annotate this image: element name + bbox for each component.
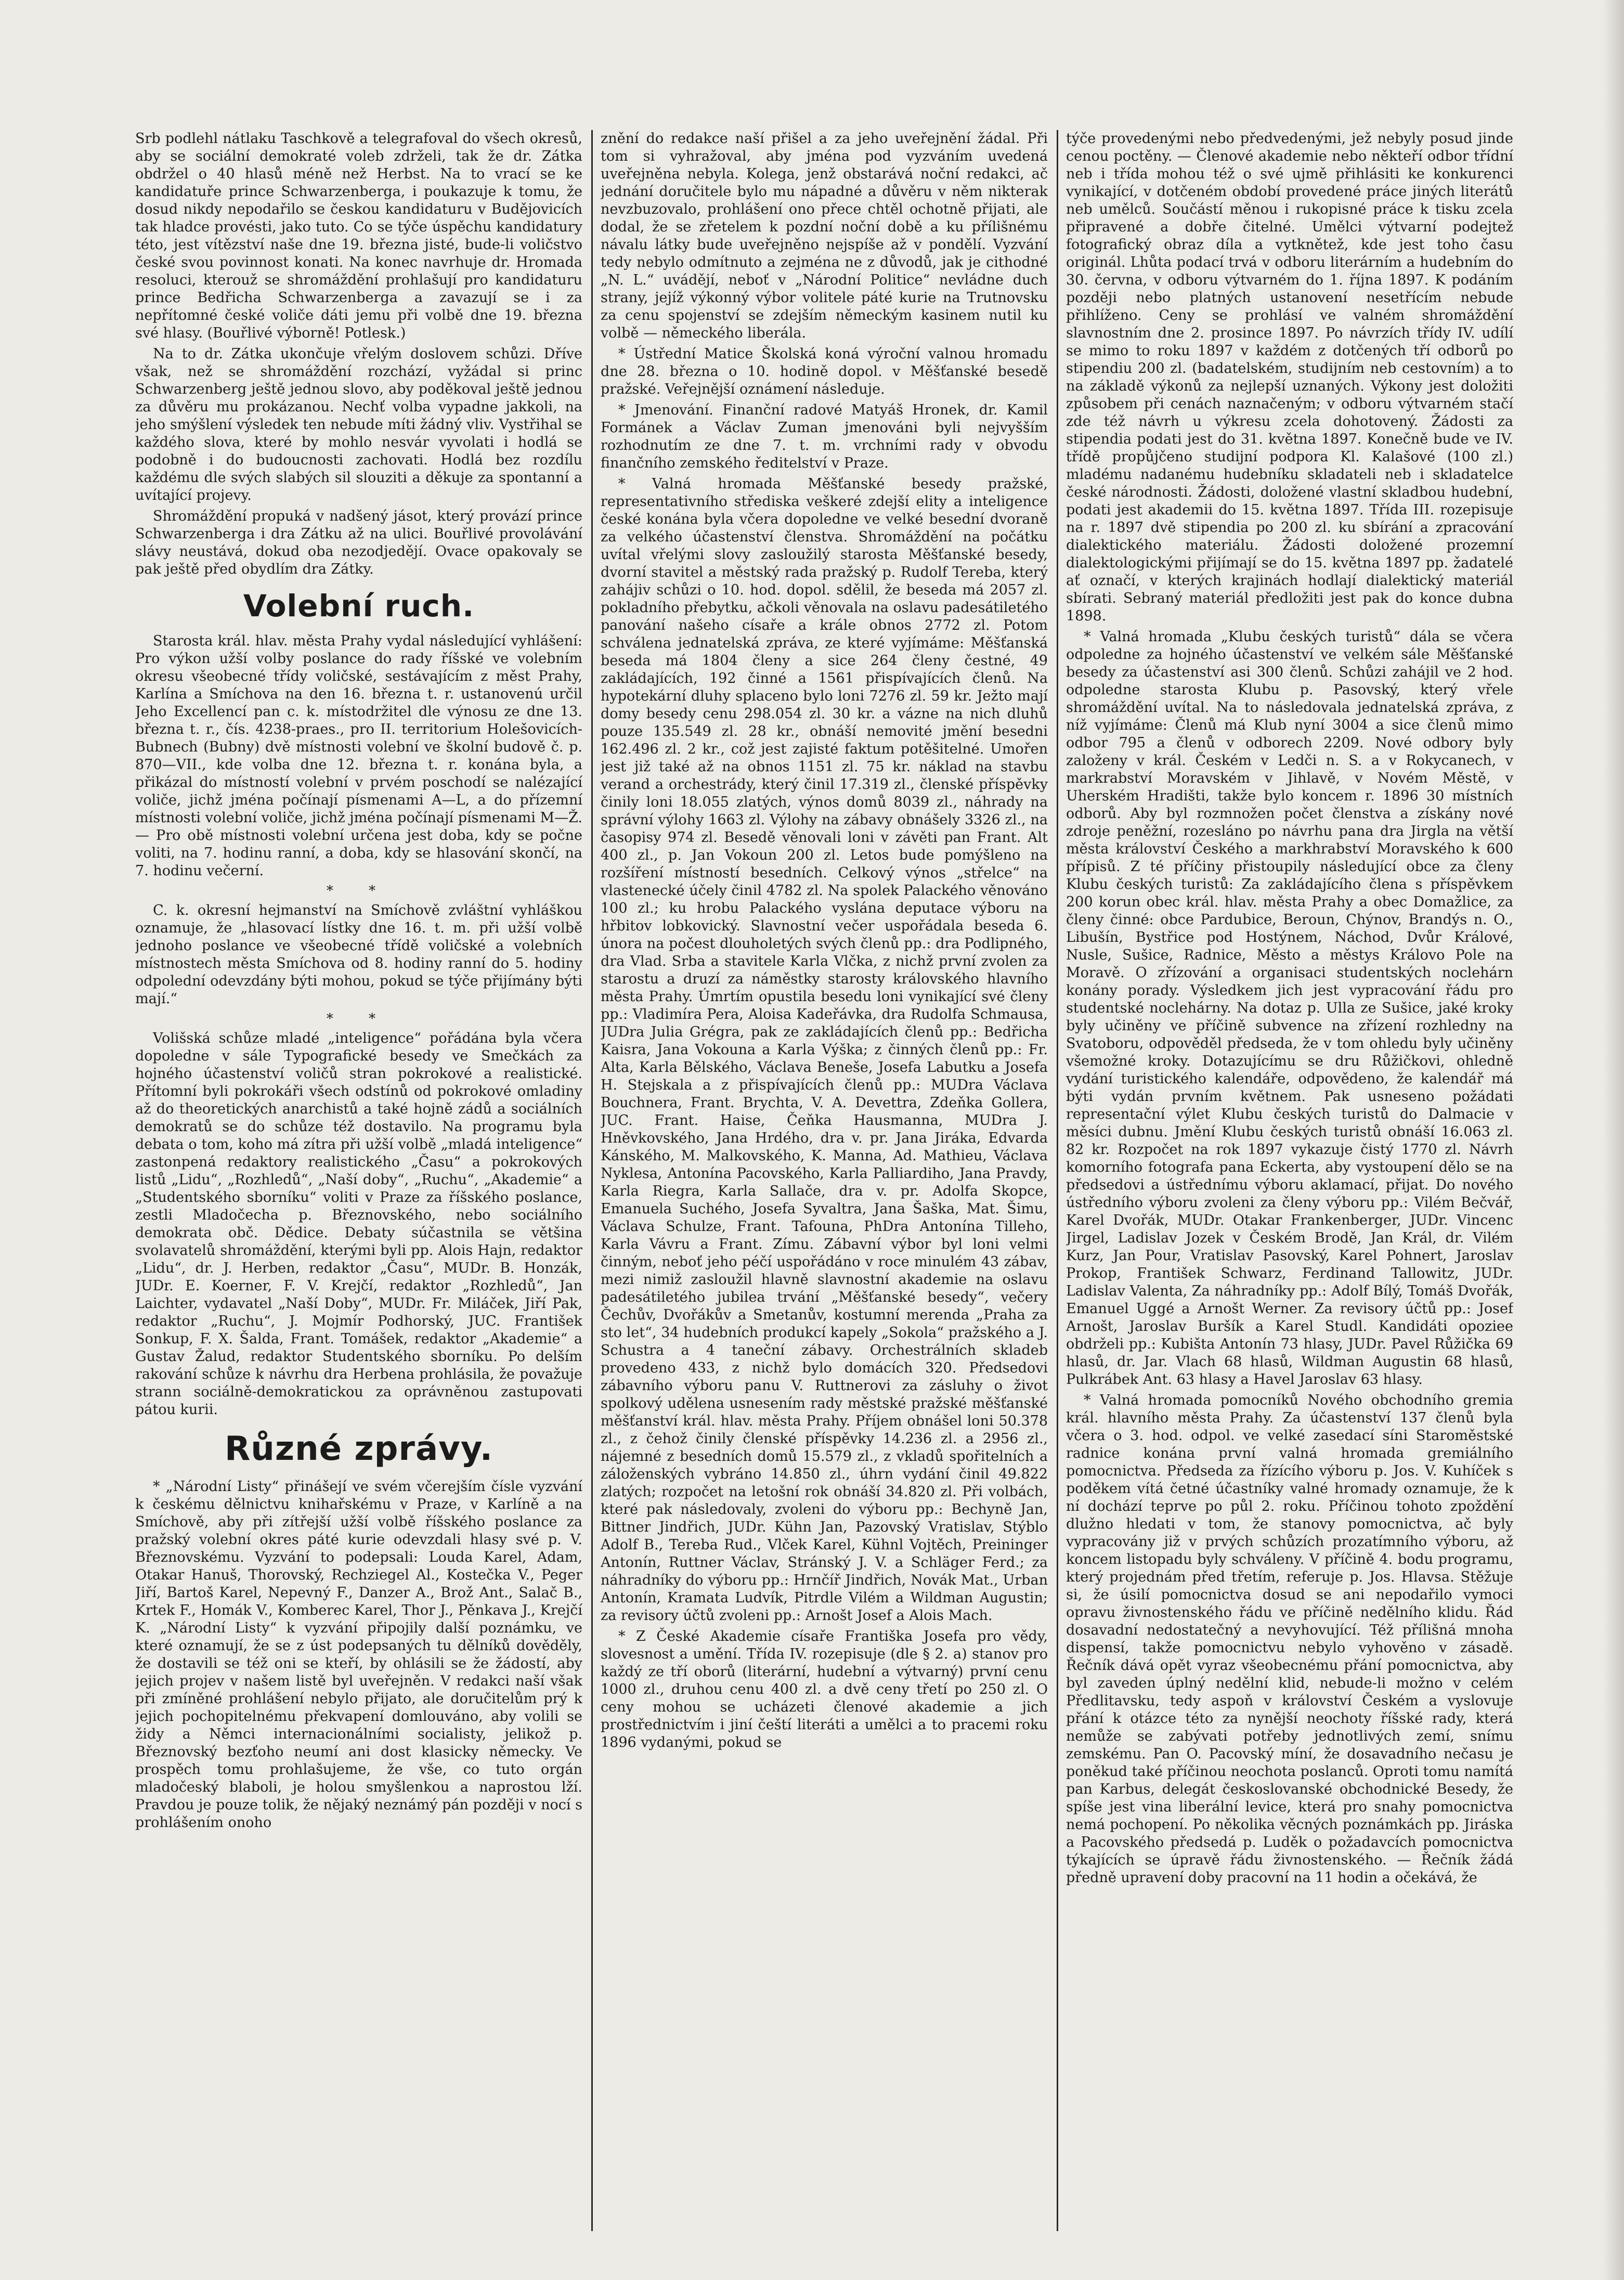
article-paragraph: * Z České Akademie císaře Františka Josefa pro vědy, slovesnost a umění. Třída IV. rozepisuje (dle § 2. a) stanov pro každý ze tří oborů (literární, hudební a výtvarný) první cenu 1000 zl., druhou cenu 400 zl. a dvě ceny třetí po 250 zl. O ceny mohou se ucházeti členové akademie a jich prostřednictvím i jiní čeští literáti a umělci a to pracemi roku 1896 vydanými, pokud se <box>601 1628 1048 1751</box>
section-heading-volebni-ruch: Volební ruch. <box>243 588 475 624</box>
separator-stars: * * <box>326 1011 392 1027</box>
separator-stars: * * <box>326 883 392 899</box>
section-heading-ruzne-zpravy: Různé zprávy. <box>224 1430 493 1468</box>
column-3 <box>1066 130 1513 2231</box>
article-paragraph: * Valná hromada „Klubu českých turistů“ dála se včera odpoledne za hojného účastenství ve velkém sále Měšťanské besedy za účastenství asi 300 členů. Schůzi zahájil ve 2 hod. odpoledne starosta Klubu p. Pasovský, který vřele shromáždění uvítal. Na to následovala jednatelská zpráva, z níž vyjímáme: Členů má Klub nyní 3004 a sice členů mimo odbor 795 a členů v odborech 2209. Nové odbory byly založeny v král. Českém v Ledči n. S. a v Rokycanech, v markrabství Moravském v Jihlavě, v Novém Městě, v Uherském Hradišti, takže bylo koncem r. 1896 30 místních odborů. Aby byl rozmnožen počet členstva a získány nové zdroje peněžní, rozesláno po návrhu pana dra Jirgla na větší města království Českého a markhrabství Moravského k 600 přípisů. Z té příčiny přistoupily následující obce za členy Klubu českých turistů: Za zakládajícího člena s příspěvkem 200 korun obec král. hlav. města Prahy a obec Domažlice, za členy činné: obce Pardubice, Beroun, Chýnov, Brandýs n. O., Libušín, Bystřice pod Hostýnem, Náchod, Dvůr Králové, Nusle, Sušice, Radnice, Město a městys Královo Pole na Moravě. O zřízování a organisaci studentských noclehárn konány porady. Výsledkem jich jest vypracování řádu pro studentské noclehárny. Na dotaz p. Ulla ze Sušice, jaké kroky byly učiněny ve příčině subvence na zřízení rozhledny na Svatoboru, odpověděl předseda, že v tom ohledu byly učiněny všemožné kroky. Dotazujícímu se dru Růžičkovi, ohledně vydání turistického kalendáře, odpovědeno, že kalendář má býti vydán prvním květnem. Pak usneseno požádati representační výlet Klubu českých turistů do Dalmacie v měsíci dubnu. Jmění Klubu českých turistů obnáší 16.063 zl. 82 kr. Rozpočet na rok 1897 vykazuje čistý 1770 zl. Návrh komorního fotografa pana Eckerta, aby vystoupení dělo se na předsedovi a ústřednímu výboru aklamací, přijat. Do nového ústředního výboru zvoleni za členy výboru pp.: Vilém Bečvář, Karel Dvořák, MUDr. Otakar Frankenberger, JUDr. Vincenc Jirgel, Ladislav Jozek v Českém Brodě, Jan Král, dr. Vilém Kurz, Jan Pour, Vratislav Pasovský, Karel Pohnert, Jaroslav Prokop, František Schwarz, Ferdinand Tallowitz, JUDr. Ladislav Valenta, Za náhradníky pp.: Adolf Bílý, Tomáš Dvořák, Emanuel Uggé a Arnošt Werner. Za revisory účtů pp.: Josef Arnošt, Jaroslav Buršík a Karel Studl. Kandidáti opoziee obdrželi pp.: Kubišta Antonín 73 hlasy, JUDr. Pavel Růžička 69 hlasů, dr. Jar. Vlach 68 hlasů, Wildman Augustin 68 hlasů, Pulkrábek Ant. 63 hlasy a Havel Jaroslav 63 hlasy. <box>1066 629 1513 1388</box>
article-paragraph: Volišská schůze mladé „inteligence“ pořádána byla včera dopoledne v sále Typografické besedy ve Smečkách za hojného účastenství voličů stran pokrokové a realistické. Přítomní byli pokrokáři všech odstínů od pokrokové omladiny až do theoretických anarchistů a také hojně zádů a sociálních demokratů se do schůze též dostavilo. Na programu byla debata o tom, koho má zítra při užší volbě „mladá inteligence“ zastonpená redaktory realistického „Času“ a pokrokových listů „Lidu“, „Rozhledů“, „Naší doby“, „Ruchu“, „Akademie“ a „Studentského sborníku“ voliti v Praze za říšského poslance, zestli Mladočecha p. Březnovského, nebo sociálního demokrata obč. Dědice. Debaty súčastnila se většina svolavatelů shromáždění, kterými byli pp. Alois Hajn, redaktor „Lidu“, dr. J. Herben, redaktor „Času“, MUDr. B. Honzák, JUDr. E. Koerner, F. V. Krejčí, redaktor „Rozhledů“, Jan Laichter, vydavatel „Naší Doby“, MUDr. Fr. Miláček, Jiří Pak, redaktor „Ruchu“, J. Mojmír Podhorský, JUC. František Sonkup, F. X. Šalda, Frant. Tomášek, redaktor „Akademie“ a Gustav Žalud, redaktor Studentského sborníku. Po delším rakování schůze k návrhu dra Herbena prohlásila, že považuje strann sociálně-demokratickou za oprávněnou zastupovati pátou kurii. <box>135 1030 582 1418</box>
article-paragraph: C. k. okresní hejmanství na Smíchově zvláštní vyhláškou oznamuje, že „hlasovací lístky dne 16. t. m. při užší volbě jednoho poslance ve všeobecné třídě voličské a volebních místnostech města Smíchova od 8. hodiny ranní do 5. hodiny odpolední odevzdány býti mohou, pokud se týče přijímány býti mají.“ <box>135 902 582 1007</box>
article-paragraph: * „Národní Listy“ přinášejí ve svém včerejším čísle vyzvání k českému dělnictvu knihařskému v Praze, v Karlíně a na Smíchově, aby při zítřejší užší volbě říšského poslance za pražský volební okres páté kurie odevzdali hlasy své p. V. Březnovskému. Vyzvání to podepsali: Louda Karel, Adam, Otakar Hanuš, Thorovský, Rechziegel Al., Kostečka V., Peger Jiří, Bartoš Karel, Nepevný F., Danzer A., Brož Ant., Salač B., Krtek F., Homák V., Komberec Karel, Thor J., Pěnkava J., Krejčí K. „Národní Listy“ k vyzvání připojily další poznámku, ve které oznamují, že se z úst podepsaných tu dělníků dověděly, že dostavili se též oni se kteří, by ohlásili se že žádostí, aby jejich projev v našem listě byl uveřejněn. V redakci naší však při zmíněné prohlášení nebylo přijato, ale doručitelům prý k jejich pochopitelnému překvapení domlouváno, aby volili se židy a Němci internacionálními socialisty, jelikož p. Březnovský bezťoho neumí ani dost klasicky německy. Ve prospěch tomu prohlašujeme, že vše, co tuto orgán mladočeský blaboli, je holou smyšlenkou a naprostou lží. Pravdou je pouze tolik, že nějaký neznámý pán později v nocí s prohlášením onoho <box>135 1479 582 1831</box>
article-paragraph: * Jmenování. Finanční radové Matyáš Hronek, dr. Kamil Formánek a Václav Zuman jmenováni byli nejvyšším rozhodnutím ze dne 7. t. m. vrchními rady v obvodu finančního zemského ředitelství v Praze. <box>601 402 1048 471</box>
column-rule <box>591 130 593 2231</box>
column-2 <box>601 130 1048 2231</box>
article-paragraph: znění do redakce naší přišel a za jeho uveřejnění žádal. Při tom si vyhražoval, aby jména pod vyzváním uvedená uveřejněna nebyla. Kolega, jenž obstarává noční redakci, ač jednání doručitele bylo mu nápadné a důvěru v něm nikterak nevzbuzovalo, prohlášení ono přece chtěl ochotně přijati, ale dodal, že se zřetelem k pozdní noční době a ku přílišnému návalu látky bude uveřejněno nejspíše až v pondělí. Vyzvání tedy nebylo odmítnuto a zejména ne z důvodů, jak je cithodné „N. L.“ uvádějí, neboť v „Národní Politice“ nevládne duch strany, jejíž výkonný výbor volitele páté kurie na Trutnovsku za cenu spojenství se zdejším německým kasinem nutil ku volbě — německého liberála. <box>601 131 1048 341</box>
article-paragraph: Shromáždění propuká v nadšený jásot, který provází prince Schwarzenberga i dra Zátku až na ulici. Bouřlivé provolávání slávy neustává, dokud oba nezodjedějí. Ovace opakovaly se pak ještě před obydlím dra Zátky. <box>135 508 582 577</box>
column-rule <box>1057 130 1058 2231</box>
article-paragraph: * Ústřední Matice Školská koná výroční valnou hromadu dne 28. března o 10. hodině dopol. v Měšťanské besedě pražské. Veřejnější oznámení následuje. <box>601 346 1048 397</box>
page-edge-shadow <box>1603 0 1624 2280</box>
article-paragraph: týče provedenými nebo předvedenými, jež nebyly posud jinde cenou poctěny. — Členové akademie nebo někteří odbor třídní neb i třída mohou též o své ujmě přihlásiti ke konkurenci vynikající, v dotčeném období provedené práce jiných literátů neb umělců. Součástí měnou i rukopisné práce k tisku zcela připravené a dobře čitelné. Umělci výtvarní podejtež fotografický obraz díla a vytknětež, kde jest toho času originál. Lhůta podací trvá v odboru literárním a hudebním do 30. června, v odboru výtvarném do 1. října 1897. K podáním později nebo platných ustanovení nesetřícím nebude přihlíženo. Ceny se prohlásí ve valném shromáždění slavnostním dne 2. prosince 1897. Po návrzích třídy IV. udílí se mimo to roku 1897 v každém z dotčených tří odborů po stipendiu 200 zl. (badatelském, studijním neb cestovním) a to na základě výkonů za nejlepší uznaných. Výkony jest doložiti způsobem při cenách naznačeným; v odboru výtvarném stačí zde též návrh u výkresu zcela dohotovený. Žádosti za stipendia podati jest do 31. května 1897. Konečně bude ve IV. třídě propůjčeno studijní podpora Kl. Kalašové (100 zl.) mladému nadanému hudebníku skladateli neb i skladatelce české národnosti. Žádosti, doložené vlastní skladbou hudební, podati jest akademii do 15. května 1897. Třída III. rozepisuje na r. 1897 dvě stipendia po 200 zl. ku sbírání a zpracování dialektického materiálu. Žádosti doložené prozemní dialektologickými přijímají se do 15. května 1897 pp. žadatelé ať označí, v kterých krajinách hodlají dialektický materiál sbírati. Sebraný materiál předložiti jest pak do konce dubna 1898. <box>1066 131 1513 624</box>
article-paragraph: * Valná hromada pomocníků Nového obchodního gremia král. hlavního města Prahy. Za účastenství 137 členů byla včera o 3. hod. odpol. ve velké zasedací síni Staroměstské radnice konána první valná hromada gremiálního pomocnictva. Předseda za řízícího výboru p. Jos. V. Kuhíček s poděkem vítá četné účastníky valné hromady oznamuje, že k ní dochází teprve po půl 2. roku. Příčinou tohoto zpoždění dlužno hledati v tom, že stanovy pomocnictva, ač byly vypracovány již v prvých schůzích prozatímního výboru, až koncem listopadu byly schváleny. V příčině 4. bodu programu, který projednám před třetím, referuje p. Jos. Hlavsa. Stěžuje si, že úsilí pomocnictva dosud se ani nepodařilo vymoci opravu živnostenského řádu ve příčině nedělního klidu. Řád dosavadní nedostatečný a nevyhovující. Též přílišná mnoha dispensí, takže pomocnictvu nebylo vyhověno v zásadě. Řečník dává opět vyraz všeobecnému přání pomocnictva, aby byl zaveden úplný nedělní klid, nebude-li možno v celém Předlitavsku, tedy aspoň v království Českém a vyslovuje přání k otázce této za nynější neochoty říšské rady, která nemůže se zabývati potřeby jednotlivých zemí, snímu zemskému. Pan O. Pacovský míní, že dosavadního nečasu je poněkud také příčinou neochota poslanců. Oproti tomu namítá pan Karbus, delegát českoslovanské obchodnické Besedy, že spíše jest vina liberální levice, která pro snahy pomocnictva nemá pochopení. Po několika věcných poznámkách pp. Jiráska a Pacovského předsedá p. Luděk o požadavcích pomocnictva týkajících se úpravě řádu živnostenského. — Řečník žádá předně upravení doby pracovní na 11 hodin a očekává, že <box>1066 1392 1513 1886</box>
article-paragraph: Na to dr. Zátka ukončuje vřelým doslovem schůzi. Dříve však, než se shromáždění rozchází, vyžádal si princ Schwarzenberg ještě jednou slovo, aby poděkoval ještě jednou za důvěru mu prokázanou. Nechť volba vypadne jakkoli, na jeho smýšlení výsledek ten nebude míti žádný vliv. Vystřihal se každého slova, které by mohlo nesvár vyvolati i hodlá se podobně i do budoucnosti zachovati. Hodlá bez rozdílu každému dle svých slabých sil slouziti a děkuje za spontanní a uvítající projevy. <box>135 346 582 503</box>
column-1 <box>135 130 582 2231</box>
newspaper-page <box>135 130 1513 2231</box>
article-paragraph: * Valná hromada Měšťanské besedy pražské, representativního střediska veškeré zdejší elity a inteligence české konána byla včera dopoledne ve velké besední dvoraně za velkého účastenství členstva. Shromáždění na počátku uvítal vřelými slovy zasloužilý starosta Měšťanské besedy, dvorní stavitel a městský rada pražský p. Rudolf Tereba, který zahájiv schůzi o 10. hod. dopol. sdělil, že beseda má 2057 zl. pokladního přebytku, ačkoli věnovala na oslavu padesátiletého panování našeho císaře a krále obnos 2772 zl. Potom schválena jednatelská zpráva, ze které vyjímáme: Měšťanská beseda má 1804 členy a sice 264 členy čestné, 49 zakládajících, 192 činné a 1561 přispívajících členů. Na hypotekární dluhy splaceno bylo loni 7276 zl. 59 kr. Ježto mají domy besedy cenu 298.054 zl. 30 kr. a vázne na nich dluhů pouze 135.549 zl. 28 kr., obnáší nemovité jmění besedni 162.496 zl. 2 kr., což jest zajisté faktum potěšitelné. Umořen jest již také až na obnos 1151 zl. 75 kr. náklad na stavbu verand a orchestrády, který činil 17.319 zl., členské příspěvky činily loni 18.055 zlatých, výnos domů 8039 zl., náhrady na správní výlohy 1663 zl. Výlohy na zábavy obnášely 3326 zl., na časopisy 974 zl. Besedě věnovali loni v závěti pan Frant. Alt 400 zl., p. Jan Vokoun 200 zl. Letos bude pomýšleno na rozšíření místností besedních. Celkový výnos „střelce“ na vlastenecké účely činil 4782 zl. Na spolek Palackého věnováno 100 zl.; ku hrobu Palackého vyslána deputace výboru na hřbitov lobkovický. Slavnostní večer uspořádala beseda 6. února na počest dlouholetých svých členů pp.: dra Podlipného, dra Vlad. Srba a stavitele Karla Vlčka, z nichž první zvolen za starostu a druzí za náměstky starosty královského hlavního města Prahy. Úmrtím opustila besedu loni vynikající své členy pp.: Vladimíra Pera, Aloisa Kadeřávka, dra Rudolfa Schmausa, JUDra Julia Grégra, pak ze zakládajících členů pp.: Bedřicha Kaisra, Jana Vokouna a Karla Výška; z činných členů pp.: Fr. Alta, Karla Bělského, Václava Beneše, Josefa Labutku a Josefa H. Stejskala a z přispívajících členů pp.: MUDra Václava Bouchnera, Frant. Brychta, V. A. Devettra, Zdeňka Gollera, JUC. Frant. Haise, Čeňka Hausmanna, MUDra J. Hněvkovského, Jana Hrdého, dra v. pr. Jana Jiráka, Edvarda Kánského, M. Malkovského, K. Manna, Ad. Mathieu, Václava Nyklesa, Antonína Pacovského, Karla Palliardiho, Jana Pravdy, Karla Riegra, Karla Sallače, dra v. pr. Adolfa Skopce, Emanuela Suchého, Josefa Syvaltra, Jana Šaška, Mat. Šimu, Václava Schulze, Frant. Tafouna, PhDra Antonína Tilleho, Karla Vávru a Frant. Zímu. Zábavní výbor byl loni velmi činným, neboť jeho péčí uspořádáno v roce minulém 43 zábav, mezi nimiž zasloužil hlavně slavnostní akademie na oslavu padesátiletého jubilea trvání „Měšťanské besedy“, večery Čechův, Dvořákův a Smetanův, kostumní merenda „Praha za sto let“, 34 hudebních produkcí kapely „Sokola“ pražského a J. Schustra a 4 taneční zábavy. Orchestrálních skladeb provedeno 433, z nichž bylo domácích 320. Předsedovi zábavního výboru panu V. Ruttnerovi za zásluhy o život spolkový udělena usnesením rady městské pražské měšťanské měšťanství král. hlav. města Prahy. Příjem obnášel loni 50.378 zl., z čehož činily členské příspěvky 14.236 zl. a 2956 zl., nájemné z besedních domů 15.579 zl., z vkladů spořitelních a záloženských vybráno 14.850 zl., úhrn vydání činil 49.822 zlatých; rozpočet na letošní rok obnáší 34.820 zl. Při volbách, které pak následovaly, zvoleni do výboru pp.: Bechyně Jan, Bittner Jindřich, JUDr. Kühn Jan, Pazovský Vratislav, Stýblo Adolf B., Tereba Rud., Vlček Karel, Kühnl Vojtěch, Preininger Antonín, Ruttner Václav, Stránský J. V. a Schläger Ferd.; za náhradníky do výboru pp.: Hrnčíř Jindřich, Novák Mat., Urban Antonín, Kramata Ludvík, Pitrdle Vilém a Wildman Augustin; za revisory účtů zvoleni pp.: Arnošt Josef a Alois Mach. <box>601 476 1048 1624</box>
article-paragraph: Starosta král. hlav. města Prahy vydal následující vyhlášení: Pro výkon užší volby poslance do rady říšské ve volebním okresu všeobecné třídy voličské, sestávajícím z měst Prahy, Karlína a Smíchova na den 16. března t. r. ustanovenú určil Jeho Excellencí pan c. k. místodržitel dle výnosu ze dne 13. března t. r., čís. 4238-praes., pro II. territorium Holešovicích-Bubnech (Bubny) dvě místnosti volební ve školní budově č. p. 870—VII., kde volba dne 12. března t. r. konána byla, a přikázal do místností volební v prvém poschodí se nalézající voliče, jichž jména počínají písmenami A—L, a do přízemní místnosti volební voliče, jichž jména počínají písmenami M—Ž. — Pro obě místnosti volební určena jest doba, kdy se počne voliti, na 7. hodinu ranní, a doba, kdy se hlasování skončí, na 7. hodinu večerní. <box>135 633 582 879</box>
article-paragraph: Srb podlehl nátlaku Taschkově a telegrafoval do všech okresů, aby se sociální demokraté voleb zdrželi, tak že dr. Zátka obdržel o 40 hlasů méně než Herbst. Na to vrací se ke kandidatuře prince Schwarzenberga, i poukazuje k tomu, že dosud nikdy nepodařilo se českou kandidaturu v Budějovicích tak hladce provésti, jako tuto. Co se týče úspěchu kandidatury této, jest vítězství naše dne 19. března jisté, bude-li voličstvo české svou povinnost konati. Na konec navrhuje dr. Hromada resoluci, kterouž se shromáždění prohlašují pro kandidaturu prince Bedřicha Schwarzenberga a zavazují se i za nepřítomné české voliče dáti jemu při volbě dne 19. března své hlasy. (Bouřlivé výborně! Potlesk.) <box>135 131 582 341</box>
